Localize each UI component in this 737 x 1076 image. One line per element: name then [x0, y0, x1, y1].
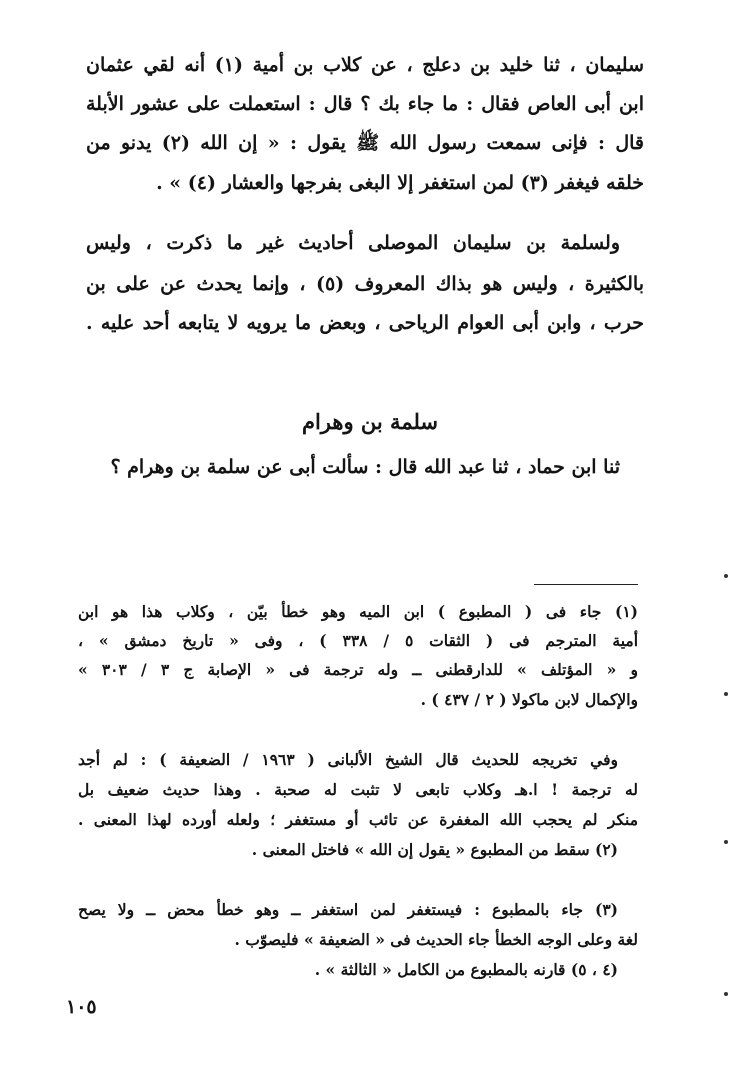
footnote-line: أمية المترجم فى ( الثقات ٥ / ٣٣٨ ) ، وفى « تاريخ دمشق » ، [78, 631, 638, 650]
footnote-line: (٢) سقط من المطبوع « يقول إن الله » فاختل المعنى . [251, 840, 618, 859]
footnote-line: لغة وعلى الوجه الخطأ جاء الحديث فى « الضعيفة » فليصوّب . [234, 930, 638, 949]
footnote-line: (١) جاء فى ( المطبوع ) ابن الميه وهو خطأ بيّن ، وكلاب هذا هو ابن [78, 602, 638, 621]
footnote-line: و « المؤتلف » للدارقطنى ــ وله ترجمة فى « الإصابة ج ٣ / ٣٠٣ » [78, 660, 638, 679]
footnote-line: والإكمال لابن ماكولا ( ٢ / ٤٣٧ ) . [420, 690, 638, 709]
scan-mark [724, 692, 728, 696]
body-line: حرب ، وابن أبى العوام الرياحى ، وبعض ما يرويه لا يتابعه أحد عليه . [86, 312, 644, 334]
section-heading: سلمة بن وهرام [301, 409, 439, 434]
scan-mark [724, 840, 728, 844]
footnote-line: منكر لم يحجب الله المغفرة عن تائب أو مستغفر ؛ ولعله أورده لهذا المعنى . [78, 810, 638, 829]
scan-mark [724, 992, 728, 996]
body-line: سليمان ، ثنا خليد بن دعلج ، عن كلاب بن أمية (١) أنه لقي عثمان [86, 54, 644, 76]
body-line: خلقه فيغفر (٣) لمن استغفر إلا البغى بفرجها والعشار (٤) » . [156, 172, 644, 194]
footnote-line: (٤ ، ٥) قارنه بالمطبوع من الكامل « الثالثة » . [314, 960, 618, 979]
footnote-line: وفي تخريجه للحديث قال الشيخ الألبانى ( ١٩٦٣ / الضعيفة ) : لم أجد [78, 750, 618, 769]
footnote-line: له ترجمة ! ا.هـ وكلاب تابعى لا تثبت له صحبة . وهذا حديث ضعيف بل [78, 780, 638, 799]
page-number: ١٠٥ [66, 996, 97, 1018]
body-line: قال : فإنى سمعت رسول الله ﷺ يقول : « إن الله (٢) يدنو من [86, 132, 644, 154]
scan-mark [724, 574, 728, 578]
body-line: ابن أبى العاص فقال : ما جاء بك ؟ قال : استعملت على عشور الأبلة [86, 93, 644, 115]
body-line: ولسلمة بن سليمان الموصلى أحاديث غير ما ذكرت ، وليس [86, 232, 620, 254]
footnote-separator [534, 584, 638, 585]
footnote-line: (٣) جاء بالمطبوع : فيستغفر لمن استغفر ــ وهو خطأ محض ــ ولا يصح [78, 900, 618, 919]
body-line: بالكثيرة ، وليس هو بذاك المعروف (٥) ، وإنما يحدث عن على بن [86, 273, 644, 295]
body-line: ثنا ابن حماد ، ثنا عبد الله قال : سألت أبى عن سلمة بن وهرام ؟ [110, 456, 620, 478]
